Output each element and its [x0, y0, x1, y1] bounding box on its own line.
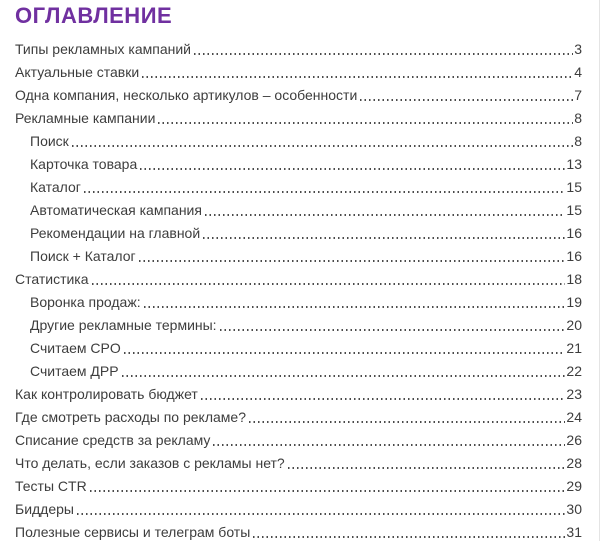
toc-entry[interactable]	[15, 426, 582, 449]
dot-leader	[253, 536, 565, 538]
toc-entry-page: 20	[566, 317, 582, 333]
toc-entry[interactable]	[15, 380, 582, 403]
toc-entry[interactable]	[15, 35, 582, 58]
toc-entry-page: 15	[566, 202, 582, 218]
dot-leader	[139, 260, 566, 262]
toc-entry[interactable]	[15, 127, 582, 150]
toc-entry[interactable]	[15, 58, 582, 81]
toc-entry-label: Поиск + Каталог	[30, 248, 136, 264]
dot-leader	[213, 444, 565, 446]
dot-leader	[220, 329, 566, 331]
toc-entry-page: 4	[574, 64, 582, 80]
toc-entry-label: Что делать, если заказов с рекламы нет?	[15, 455, 285, 471]
toc-entry[interactable]	[15, 196, 582, 219]
toc-entry-page: 16	[566, 248, 582, 264]
toc-entry-page: 8	[574, 110, 582, 126]
toc-entry-page: 16	[566, 225, 582, 241]
toc-entry-page: 8	[574, 133, 582, 149]
toc-entry[interactable]	[15, 150, 582, 173]
toc-entry-label: Рекомендации на главной	[30, 225, 201, 241]
toc-entry[interactable]	[15, 104, 582, 127]
toc-entry-label: Каталог	[30, 179, 81, 195]
toc-entry[interactable]	[15, 242, 582, 265]
dot-leader	[205, 214, 565, 216]
dot-leader	[360, 99, 573, 101]
dot-leader	[194, 53, 573, 55]
toc-entry[interactable]	[15, 334, 582, 357]
toc-entry[interactable]	[15, 449, 582, 472]
toc-entry[interactable]	[15, 311, 582, 334]
toc-entry-page: 3	[574, 41, 582, 57]
toc-entry-page: 30	[566, 501, 582, 517]
dot-leader	[84, 191, 566, 193]
toc-entry-page: 28	[566, 455, 582, 471]
toc-entry-label: Считаем ДРР	[30, 363, 119, 379]
dot-leader	[142, 76, 573, 78]
dot-leader	[72, 145, 573, 147]
toc-entry-label: Типы рекламных кампаний	[15, 41, 191, 57]
toc-entry[interactable]	[15, 472, 582, 495]
toc-entry-page: 21	[566, 340, 582, 356]
toc-entry-label: Рекламные кампании	[15, 110, 156, 126]
toc-entry-page: 22	[566, 363, 582, 379]
dot-leader	[201, 398, 566, 400]
toc-entry[interactable]	[15, 219, 582, 242]
dot-leader	[124, 352, 566, 354]
toc-entry[interactable]	[15, 288, 582, 311]
toc-entry-label: Другие рекламные термины:	[30, 317, 217, 333]
toc-entry-page: 26	[566, 432, 582, 448]
toc-entry-label: Как контролировать бюджет	[15, 386, 198, 402]
toc-entry-label: Автоматическая кампания	[30, 202, 202, 218]
dot-leader	[144, 306, 566, 308]
toc-entry-page: 19	[566, 294, 582, 310]
toc-entry-label: Статистика	[15, 271, 89, 287]
toc-entry-page: 31	[566, 524, 582, 540]
toc-entry-label: Актуальные ставки	[15, 64, 140, 80]
toc-entry-label: Где смотреть расходы по рекламе?	[15, 409, 246, 425]
toc-entry[interactable]	[15, 265, 582, 288]
dot-leader	[203, 237, 565, 239]
toc-entry[interactable]	[15, 357, 582, 380]
toc-entry-label: Биддеры	[15, 501, 74, 517]
toc-entry-label: Списание средств за рекламу	[15, 432, 211, 448]
toc-entry-page: 7	[574, 87, 582, 103]
toc-list	[15, 35, 582, 541]
toc-entry-page: 15	[566, 179, 582, 195]
toc-entry-page: 24	[566, 409, 582, 425]
toc-entry-label: Воронка продаж:	[30, 294, 141, 310]
dot-leader	[158, 122, 573, 124]
toc-entry-label: Считаем CPO	[30, 340, 121, 356]
dot-leader	[90, 490, 566, 492]
toc-entry[interactable]	[15, 173, 582, 196]
toc-entry[interactable]	[15, 518, 582, 541]
toc-entry-page: 23	[566, 386, 582, 402]
toc-entry-page: 13	[566, 156, 582, 172]
toc-entry[interactable]	[15, 81, 582, 104]
dot-leader	[288, 467, 566, 469]
page-title: ОГЛАВЛЕНИЕ	[15, 3, 173, 28]
dot-leader	[249, 421, 565, 423]
dot-leader	[140, 168, 565, 170]
toc-entry-label: Карточка товара	[30, 156, 138, 172]
toc-entry-page: 18	[566, 271, 582, 287]
dot-leader	[77, 513, 565, 515]
toc-entry-label: Одна компания, несколько артикулов – особенности	[15, 87, 358, 103]
dot-leader	[92, 283, 566, 285]
toc-entry-page: 29	[566, 478, 582, 494]
dot-leader	[122, 375, 566, 377]
toc-entry[interactable]	[15, 495, 582, 518]
toc-entry-label: Полезные сервисы и телеграм боты	[15, 524, 251, 540]
toc-entry-label: Поиск	[30, 133, 69, 149]
toc-entry-label: Тесты CTR	[15, 478, 87, 494]
toc-entry[interactable]	[15, 403, 582, 426]
